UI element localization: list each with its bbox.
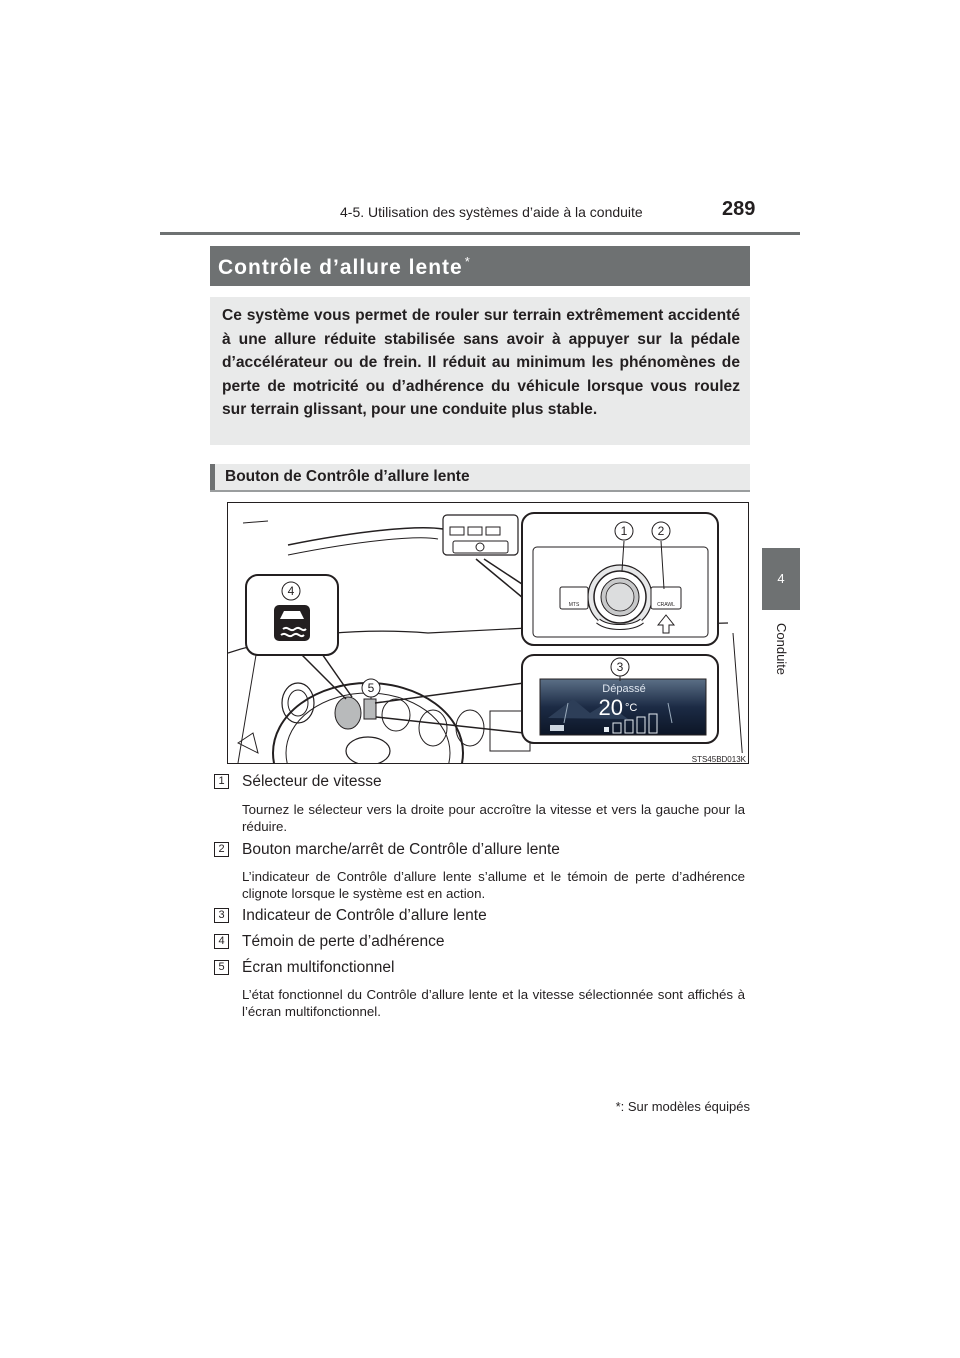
page-title — [218, 254, 471, 280]
legend-title-2: Bouton marche/arrêt de Contrôle d’allure lente — [242, 841, 560, 858]
legend-number-4: 4 — [214, 934, 229, 949]
dashboard-drawing — [228, 503, 749, 764]
figure-code: STS45BD013K — [691, 755, 746, 764]
header-rule — [160, 232, 800, 235]
chapter-label: Conduite — [774, 622, 789, 676]
footnote — [560, 1099, 750, 1114]
title-band — [210, 246, 750, 286]
callout-1: 1 — [620, 524, 628, 538]
page-title-text: Contrôle d’allure lente — [218, 256, 463, 279]
mts-button-label: MTS — [568, 602, 580, 608]
subsection-band — [210, 464, 750, 492]
page-number: 289 — [722, 198, 756, 220]
legend-title-1: Sélecteur de vitesse — [242, 773, 382, 790]
intro-box — [210, 297, 750, 445]
callout-4: 4 — [287, 584, 295, 598]
title-star: * — [464, 254, 471, 269]
legend-number-5: 5 — [214, 960, 229, 975]
legend-desc-2: L’indicateur de Contrôle d’allure lente s’allume et le témoin de perte d’adhérence clignote lorsque le système est en action. — [242, 869, 745, 901]
legend-number-1: 1 — [214, 774, 229, 789]
legend-desc-1: Tournez le sélecteur vers la droite pour accroître la vitesse et vers la gauche pour la réduire. — [242, 802, 745, 834]
callout-5: 5 — [367, 681, 375, 695]
legend-number-2: 2 — [214, 842, 229, 857]
legend-title-5: Écran multifonctionnel — [242, 959, 395, 976]
intro-text: Ce système vous permet de rouler sur terrain extrêmement accidenté à une allure réduite stabilisée sans avoir à appuyer sur la pédale d’accélérateur ou de frein. Il réduit au minimum les phénomènes de perte de motricité ou d’adhérence du véhicule lorsque vous roulez sur terrain glissant, pour une conduite plus stable. — [222, 307, 740, 418]
display-temperature: 20 — [598, 695, 623, 720]
subsection-marker — [210, 464, 215, 490]
subsection-title: Bouton de Contrôle d’allure lente — [225, 468, 470, 485]
legend-title-3: Indicateur de Contrôle d’allure lente — [242, 907, 487, 924]
callout-3: 3 — [616, 660, 624, 674]
display-text: Dépassé — [602, 683, 646, 695]
footnote-text: : Sur modèles équipés — [620, 1099, 750, 1114]
section-header: 4-5. Utilisation des systèmes d’aide à la conduite — [340, 204, 643, 220]
dashboard-illustration — [227, 502, 749, 764]
footnote-star: * — [615, 1099, 621, 1114]
callout-2: 2 — [657, 524, 665, 538]
crawl-button-label: CRAWL — [657, 602, 675, 608]
legend-title-4: Témoin de perte d’adhérence — [242, 933, 445, 950]
legend-desc-5: L’état fonctionnel du Contrôle d’allure lente et la vitesse sélectionnée sont affichés à l’écran multifonctionnel. — [242, 987, 745, 1019]
display-unit: °C — [625, 702, 638, 714]
legend-number-3: 3 — [214, 908, 229, 923]
chapter-tab: 4 — [762, 548, 800, 610]
